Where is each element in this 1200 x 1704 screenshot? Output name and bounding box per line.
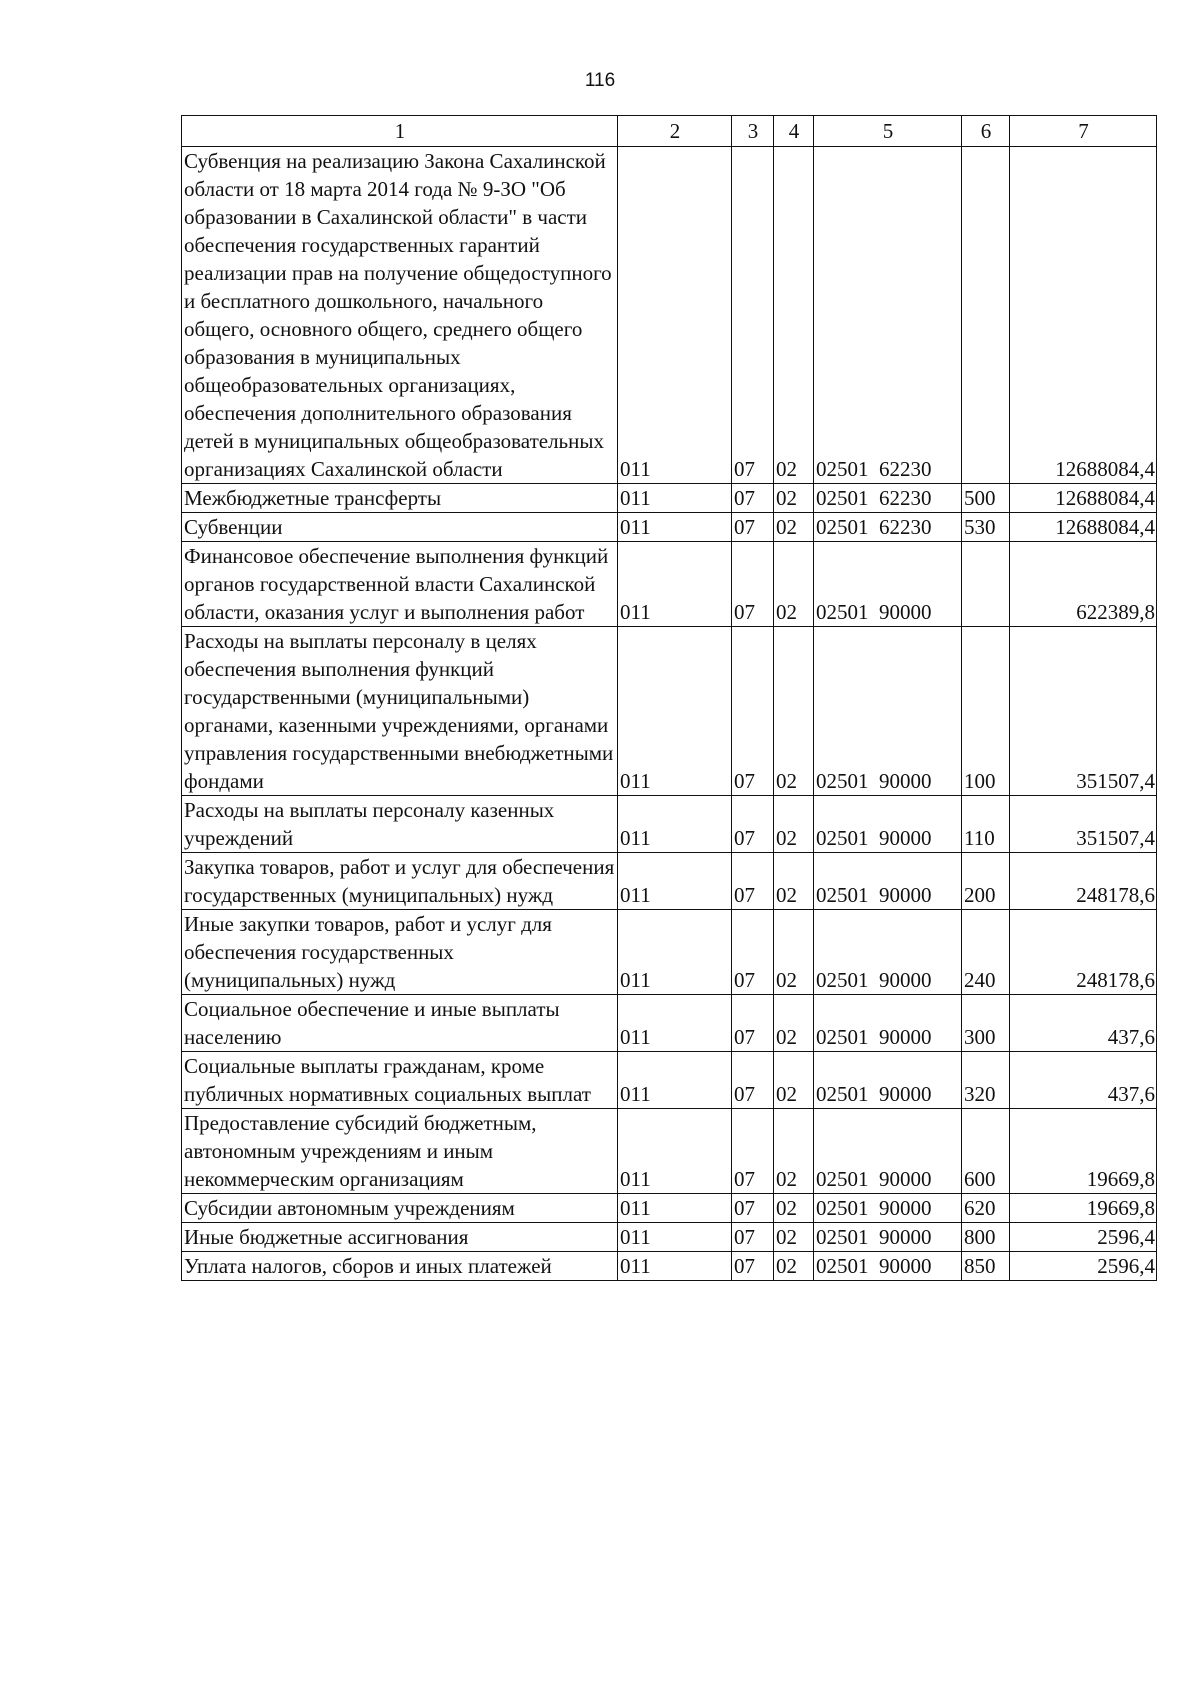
table-row	[182, 1052, 1157, 1109]
budget-table	[181, 115, 1157, 1281]
row-name: Закупка товаров, работ и услуг для обеспечения государственных (муниципальных) нужд	[182, 853, 618, 910]
row-section-code: 07	[732, 513, 774, 542]
header-col-6: 6	[962, 116, 1010, 147]
row-amount: 248178,6	[1010, 853, 1157, 910]
row-expense-type	[962, 542, 1010, 627]
row-target-article: 02501 62230	[814, 513, 962, 542]
row-target-article: 02501 90000	[814, 1109, 962, 1194]
row-expense-type: 850	[962, 1252, 1010, 1281]
row-subsection-code: 02	[774, 1223, 814, 1252]
header-col-4: 4	[774, 116, 814, 147]
row-section-code: 07	[732, 484, 774, 513]
table-row	[182, 147, 1157, 484]
row-section-code: 07	[732, 1109, 774, 1194]
row-amount: 622389,8	[1010, 542, 1157, 627]
row-subsection-code: 02	[774, 484, 814, 513]
row-name: Предоставление субсидий бюджетным, автономным учреждениям и иным некоммерческим организациям	[182, 1109, 618, 1194]
row-section-code: 07	[732, 627, 774, 796]
row-target-article: 02501 90000	[814, 627, 962, 796]
row-section-code: 07	[732, 147, 774, 484]
row-expense-type: 100	[962, 627, 1010, 796]
row-subsection-code: 02	[774, 910, 814, 995]
row-amount: 12688084,4	[1010, 484, 1157, 513]
row-subsection-code: 02	[774, 1194, 814, 1223]
row-target-article: 02501 90000	[814, 1194, 962, 1223]
row-amount: 12688084,4	[1010, 147, 1157, 484]
row-name: Субсидии автономным учреждениям	[182, 1194, 618, 1223]
header-col-1: 1	[182, 116, 618, 147]
row-name: Уплата налогов, сборов и иных платежей	[182, 1252, 618, 1281]
table-row	[182, 995, 1157, 1052]
row-expense-type: 600	[962, 1109, 1010, 1194]
row-amount: 12688084,4	[1010, 513, 1157, 542]
header-col-5: 5	[814, 116, 962, 147]
row-section-code: 07	[732, 542, 774, 627]
row-ministry-code: 011	[618, 513, 732, 542]
row-section-code: 07	[732, 1223, 774, 1252]
row-target-article: 02501 90000	[814, 796, 962, 853]
row-amount: 437,6	[1010, 1052, 1157, 1109]
row-ministry-code: 011	[618, 1109, 732, 1194]
row-name: Субвенция на реализацию Закона Сахалинской области от 18 марта 2014 года № 9-ЗО "Об образовании в Сахалинской области" в части обеспечения государственных гарантий реализации прав на получение общедоступного и бесплатного дошкольного, начального общего, основного общего, среднего общего образования в муниципальных общеобразовательных организациях, обеспечения дополнительного образования детей в муниципальных общеобразовательных организациях Сахалинской области	[182, 147, 618, 484]
row-subsection-code: 02	[774, 796, 814, 853]
row-amount: 437,6	[1010, 995, 1157, 1052]
row-section-code: 07	[732, 1194, 774, 1223]
row-amount: 19669,8	[1010, 1194, 1157, 1223]
row-amount: 351507,4	[1010, 627, 1157, 796]
row-ministry-code: 011	[618, 484, 732, 513]
row-amount: 2596,4	[1010, 1252, 1157, 1281]
row-name: Субвенции	[182, 513, 618, 542]
row-ministry-code: 011	[618, 995, 732, 1052]
table-row	[182, 1194, 1157, 1223]
row-target-article: 02501 90000	[814, 542, 962, 627]
row-amount: 248178,6	[1010, 910, 1157, 995]
table-row	[182, 484, 1157, 513]
table-row	[182, 627, 1157, 796]
row-subsection-code: 02	[774, 1109, 814, 1194]
row-target-article: 02501 90000	[814, 1252, 962, 1281]
row-name: Расходы на выплаты персоналу казенных учреждений	[182, 796, 618, 853]
row-subsection-code: 02	[774, 513, 814, 542]
row-target-article: 02501 62230	[814, 484, 962, 513]
header-col-3: 3	[732, 116, 774, 147]
table-row	[182, 513, 1157, 542]
row-ministry-code: 011	[618, 1252, 732, 1281]
row-subsection-code: 02	[774, 853, 814, 910]
row-name: Иные закупки товаров, работ и услуг для обеспечения государственных (муниципальных) нужд	[182, 910, 618, 995]
row-amount: 351507,4	[1010, 796, 1157, 853]
row-ministry-code: 011	[618, 542, 732, 627]
row-expense-type: 200	[962, 853, 1010, 910]
row-subsection-code: 02	[774, 1252, 814, 1281]
row-target-article: 02501 62230	[814, 147, 962, 484]
header-col-7: 7	[1010, 116, 1157, 147]
row-section-code: 07	[732, 853, 774, 910]
row-expense-type: 320	[962, 1052, 1010, 1109]
header-col-2: 2	[618, 116, 732, 147]
row-section-code: 07	[732, 796, 774, 853]
row-subsection-code: 02	[774, 995, 814, 1052]
row-ministry-code: 011	[618, 627, 732, 796]
row-target-article: 02501 90000	[814, 995, 962, 1052]
row-name: Расходы на выплаты персоналу в целях обеспечения выполнения функций государственными (муниципальными) органами, казенными учреждениями, органами управления государственными внебюджетными фондами	[182, 627, 618, 796]
row-section-code: 07	[732, 1052, 774, 1109]
row-target-article: 02501 90000	[814, 1052, 962, 1109]
row-ministry-code: 011	[618, 910, 732, 995]
row-section-code: 07	[732, 910, 774, 995]
row-ministry-code: 011	[618, 796, 732, 853]
row-ministry-code: 011	[618, 147, 732, 484]
row-name: Социальные выплаты гражданам, кроме публичных нормативных социальных выплат	[182, 1052, 618, 1109]
row-expense-type: 240	[962, 910, 1010, 995]
table-row	[182, 1223, 1157, 1252]
row-section-code: 07	[732, 995, 774, 1052]
row-subsection-code: 02	[774, 147, 814, 484]
row-name: Финансовое обеспечение выполнения функций органов государственной власти Сахалинской области, оказания услуг и выполнения работ	[182, 542, 618, 627]
row-subsection-code: 02	[774, 1052, 814, 1109]
table-row	[182, 910, 1157, 995]
row-name: Иные бюджетные ассигнования	[182, 1223, 618, 1252]
table-row	[182, 1109, 1157, 1194]
row-ministry-code: 011	[618, 1194, 732, 1223]
row-expense-type: 800	[962, 1223, 1010, 1252]
row-expense-type: 500	[962, 484, 1010, 513]
row-target-article: 02501 90000	[814, 853, 962, 910]
header-row	[182, 116, 1157, 147]
row-name: Социальное обеспечение и иные выплаты населению	[182, 995, 618, 1052]
table-row	[182, 542, 1157, 627]
row-expense-type: 110	[962, 796, 1010, 853]
row-ministry-code: 011	[618, 853, 732, 910]
table-row	[182, 796, 1157, 853]
table-row	[182, 1252, 1157, 1281]
row-expense-type: 620	[962, 1194, 1010, 1223]
row-subsection-code: 02	[774, 542, 814, 627]
row-expense-type: 530	[962, 513, 1010, 542]
table-row	[182, 853, 1157, 910]
row-ministry-code: 011	[618, 1223, 732, 1252]
row-subsection-code: 02	[774, 627, 814, 796]
row-expense-type	[962, 147, 1010, 484]
row-amount: 2596,4	[1010, 1223, 1157, 1252]
row-expense-type: 300	[962, 995, 1010, 1052]
row-name: Межбюджетные трансферты	[182, 484, 618, 513]
row-amount: 19669,8	[1010, 1109, 1157, 1194]
row-section-code: 07	[732, 1252, 774, 1281]
row-target-article: 02501 90000	[814, 1223, 962, 1252]
page-number: 116	[584, 70, 616, 91]
row-target-article: 02501 90000	[814, 910, 962, 995]
row-ministry-code: 011	[618, 1052, 732, 1109]
